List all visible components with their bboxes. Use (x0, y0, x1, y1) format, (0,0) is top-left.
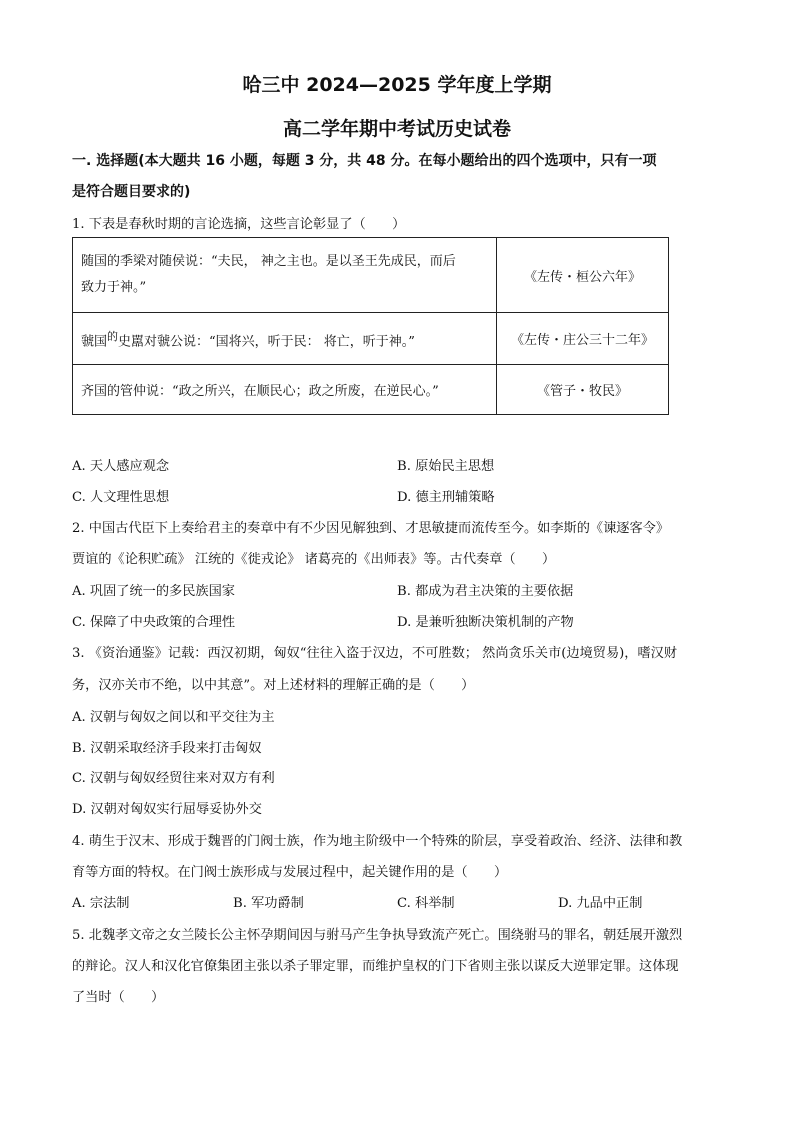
quote-cell: 齐国的管仲说：“政之所兴，在顺民心；政之所废，在逆民心。” (73, 365, 497, 415)
q2-option-c[interactable]: C. 保障了中央政策的合理性 (72, 615, 236, 630)
q1-option-b[interactable]: B. 原始民主思想 (397, 459, 495, 474)
q4-option-a[interactable]: A. 宗法制 (72, 896, 130, 911)
source-cell: 《左传・庄公三十二年》 (497, 313, 669, 365)
quote-text: 虢国 (81, 334, 108, 350)
quote-superscript: 的 (107, 329, 119, 343)
q3-option-b[interactable]: B. 汉朝采取经济手段来打击匈奴 (72, 741, 262, 756)
section-heading-line1: 一. 选择题(本大题共 16 小题，每题 3 分，共 48 分。在每小题给出的四个选项中，只有一项 (72, 153, 657, 169)
source-cell: 《左传・桓公六年》 (497, 238, 669, 313)
table-row (73, 365, 669, 415)
q3-option-c[interactable]: C. 汉朝与匈奴经贸往来对双方有利 (72, 771, 275, 786)
q2-option-a[interactable]: A. 巩固了统一的多民族国家 (72, 584, 235, 599)
question-3-line2: 务，汉亦关市不绝，以中其意”。对上述材料的理解正确的是（ ） (72, 678, 475, 693)
question-4-line2: 育等方面的特权。在门阀士族形成与发展过程中，起关键作用的是（ ） (72, 865, 508, 880)
section-heading-line2: 是符合题目要求的) (72, 184, 191, 200)
q1-option-a[interactable]: A. 天人感应观念 (72, 459, 170, 474)
table-row (73, 313, 669, 365)
q4-option-b[interactable]: B. 军功爵制 (233, 896, 304, 911)
q1-option-c[interactable]: C. 人文理性思想 (72, 490, 170, 505)
quote-cell (73, 313, 497, 365)
quote-text: 随国的季梁对随侯说：“夫民， 神之主也。是以圣王先成民，而后 (81, 254, 456, 269)
exam-title-subject: 高二学年期中考试历史试卷 (282, 118, 511, 140)
q4-option-d[interactable]: D. 九品中正制 (558, 896, 643, 911)
question-5-line1: 5. 北魏孝文帝之女兰陵长公主怀孕期间因与驸马产生争执导致流产死亡。围绕驸马的罪名，朝廷展开激烈 (72, 928, 683, 943)
question-3-line1: 3. 《资治通鉴》记载：西汉初期，匈奴“往往入盗于汉边，不可胜数； 然尚贪乐关市(边境贸易)，嗜汉财 (72, 646, 678, 661)
q2-option-b[interactable]: B. 都成为君主决策的主要依据 (397, 584, 574, 599)
exam-title-school: 哈三中 2024—2025 学年度上学期 (242, 74, 552, 96)
q1-option-d[interactable]: D. 德主刑辅策略 (397, 490, 495, 505)
q2-option-d[interactable]: D. 是兼听独断决策机制的产物 (397, 615, 574, 630)
question-2-line1: 2. 中国古代臣下上奏给君主的奏章中有不少因见解独到、才思敏捷而流传至今。如李斯的《谏逐客令》 (72, 521, 670, 536)
q3-option-a[interactable]: A. 汉朝与匈奴之间以和平交往为主 (72, 710, 275, 725)
question-5-line3: 了当时（ ） (72, 990, 165, 1005)
q4-option-c[interactable]: C. 科举制 (397, 896, 455, 911)
question-2-line2: 贾谊的《论积贮疏》 江统的《徙戎论》 诸葛亮的《出师表》等。古代奏章（ ） (72, 552, 556, 567)
source-cell: 《管子・牧民》 (497, 365, 669, 415)
quote-table (72, 237, 669, 415)
table-row (73, 238, 669, 313)
question-4-line1: 4. 萌生于汉末、形成于魏晋的门阀士族，作为地主阶级中一个特殊的阶层，享受着政治、经济、法律和教 (72, 834, 683, 849)
quote-text: 致力于神。” (81, 280, 147, 295)
question-5-line2: 的辩论。汉人和汉化官僚集团主张以杀子罪定罪，而维护皇权的门下省则主张以谋反大逆罪定罪。这体现 (72, 959, 679, 974)
quote-text: 史嚚对虢公说：“国将兴，听于民： 将亡，听于神。” (118, 334, 415, 350)
question-1-stem: 1. 下表是春秋时期的言论选摘，这些言论彰显了（ ） (72, 217, 406, 232)
q3-option-d[interactable]: D. 汉朝对匈奴实行屈辱妥协外交 (72, 802, 262, 817)
quote-cell (73, 238, 497, 313)
